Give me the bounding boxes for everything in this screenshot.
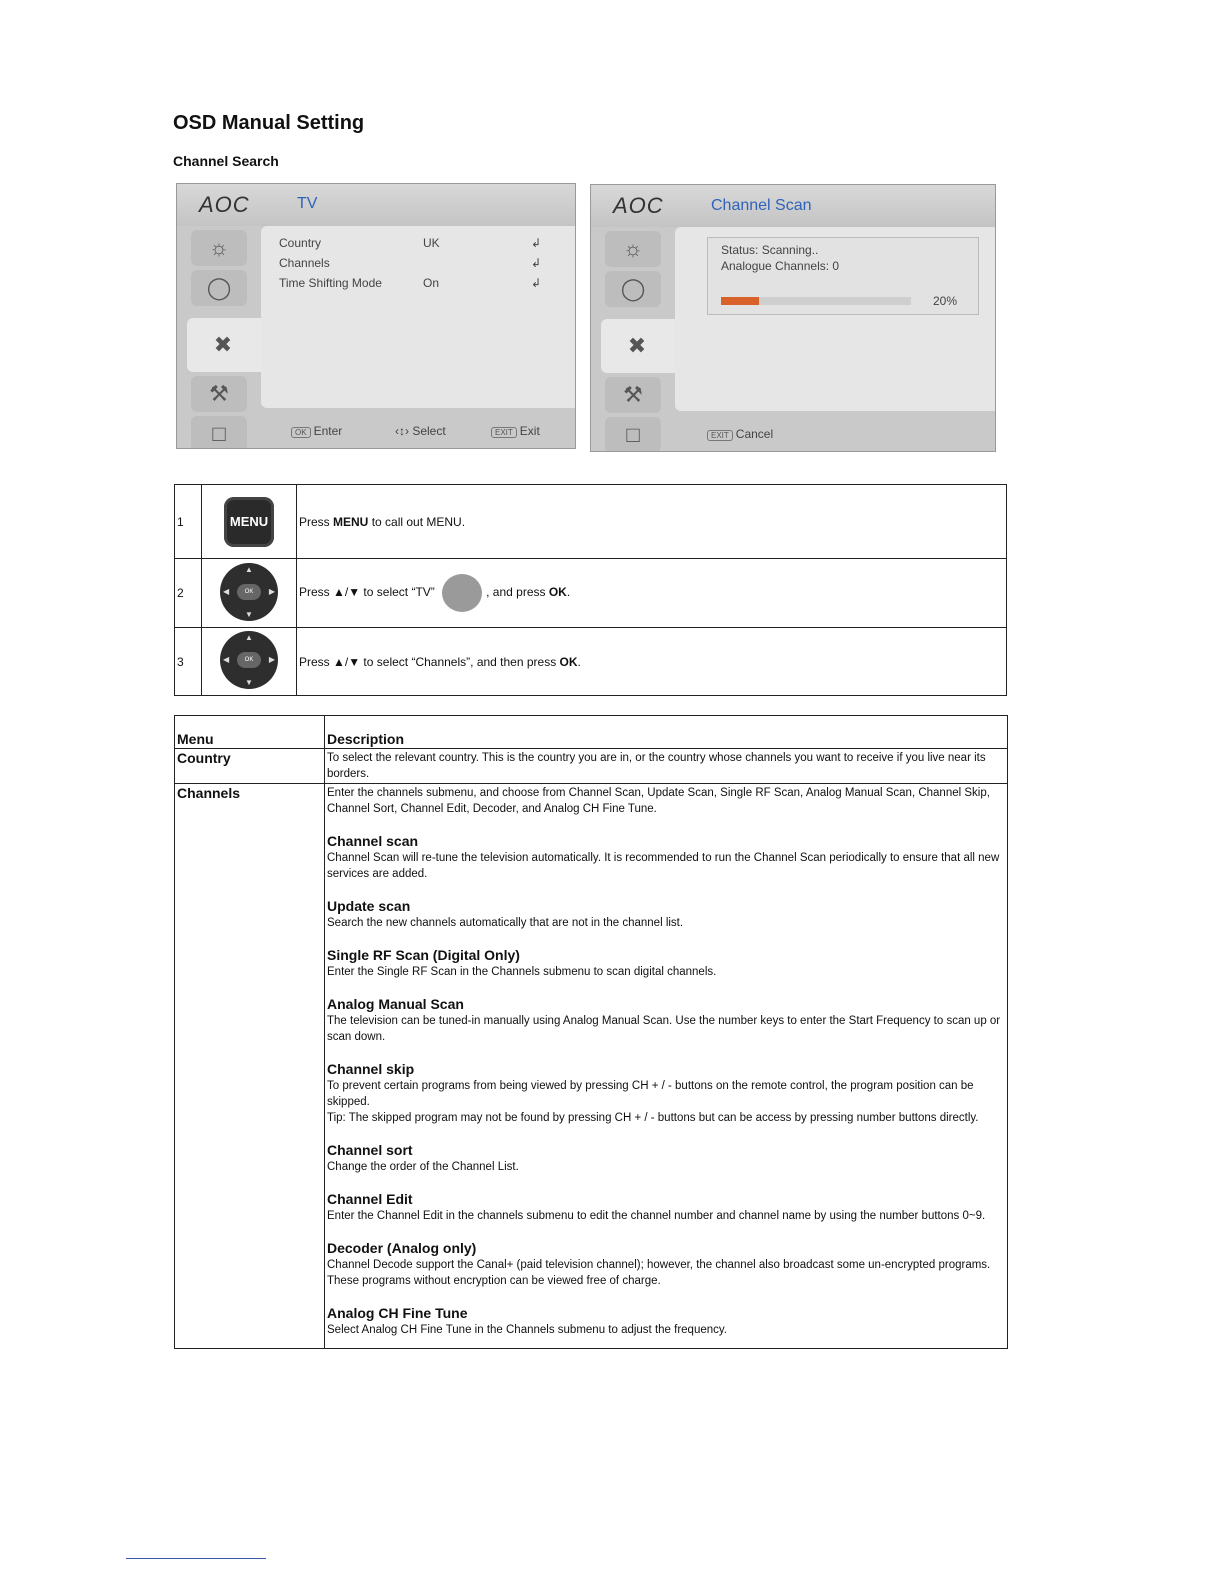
section-title: Channel Search [173,153,279,169]
item-text: The television can be tuned-in manually using Analog Manual Scan. Use the number keys to enter the Start Frequency to scan up or scan down. [327,1015,1001,1043]
scan-progress-track [721,297,911,305]
tv-icon: □ [605,417,661,452]
step-text-part: . [577,654,581,669]
osd-tv-screenshot [176,183,576,449]
satellite-icon: ✖ [195,327,251,363]
osd-value-time-shift: On [423,276,440,290]
menu-description-table [174,715,1008,1349]
footer-rule [126,1558,266,1559]
lock-icon: ◯ [191,270,247,306]
dpad-ok-label: OK [237,652,261,668]
osd-scan-screenshot [590,184,996,452]
header-description: Description [325,716,1008,749]
step-text-part: , and press [486,585,549,600]
osd-row-time-shift: Time Shifting Mode [279,276,382,290]
step-text-bold: MENU [333,514,369,529]
osd-footer-select [395,424,446,438]
step-row [175,628,1007,696]
osd-value-country: UK [423,236,440,250]
steps-table [174,484,1007,696]
desc-channels [325,784,1008,1349]
step-text-bold: OK [559,654,578,669]
step-text-part: Press [299,514,334,529]
header-menu: Menu [175,716,325,749]
osd-panel [261,226,575,408]
step-text-part: Press ▲/▼ to select “TV” [299,585,439,600]
item-title: Analog Manual Scan [327,996,464,1012]
osd-title: Channel Scan [711,197,812,214]
scan-progress-fill [721,297,759,305]
table-row [175,784,1008,1349]
step-icon-cell [202,559,297,628]
item-title: Channel Edit [327,1191,413,1207]
osd-title: TV [297,195,318,212]
item-text: Enter the Single RF Scan in the Channels submenu to scan digital channels. [327,966,717,978]
item-text: Select Analog CH Fine Tune in the Channels submenu to adjust the frequency. [327,1324,727,1336]
step-row [175,485,1007,559]
exit-key-icon: EXIT [707,430,733,441]
item-title: Update scan [327,898,411,914]
item-tip: Tip: The skipped program may not be found by pressing CH + / - buttons but can be access by pressing number buttons directly. [327,1112,979,1124]
step-text-part: to call out MENU. [368,514,466,529]
tools-icon: ⚒ [191,376,247,412]
exit-key-icon: EXIT [491,427,517,438]
picture-icon: ☼ [191,230,247,266]
aoc-logo: AOC [199,192,250,217]
step-text-part: . [566,585,571,600]
aoc-logo: AOC [613,193,664,218]
item-text: Change the order of the Channel List. [327,1161,519,1173]
dpad-icon: ▲ ▼ ◀ ▶ OK [220,631,278,689]
dpad-icon: ▲ ▼ ◀ ▶ OK [220,563,278,621]
step-number: 2 [175,559,202,628]
enter-arrow-icon: ↲ [531,276,542,290]
ok-key-icon: OK [291,427,311,438]
item-title: Channel skip [327,1061,415,1077]
item-title: Analog CH Fine Tune [327,1305,468,1321]
item-title: Channel scan [327,833,419,849]
tools-icon: ⚒ [605,377,661,413]
row-label: Country [279,236,322,250]
footer-select-label: Select [412,424,446,438]
scan-progress-text: 20% [933,294,958,308]
tv-icon: □ [191,416,247,449]
scan-status: Status: Scanning.. [721,243,819,257]
table-row [175,749,1008,784]
osd-sidebar [595,227,675,447]
item-title: Channel sort [327,1142,413,1158]
step-text [297,485,1007,559]
step-text [297,628,1007,696]
step-icon-cell [202,485,297,559]
step-icon-cell [202,628,297,696]
step-number: 3 [175,628,202,696]
item-text: Enter the Channel Edit in the channels submenu to edit the channel number and channel name by using the number buttons 0~9. [327,1210,986,1222]
channels-intro: Enter the channels submenu, and choose from Channel Scan, Update Scan, Single RF Scan, Analog Manual Scan, Channel Skip, Channel Sort, Channel Edit, Decoder, and Analog CH Fine Tune. [327,787,990,815]
lock-icon: ◯ [605,271,661,307]
item-title: Single RF Scan (Digital Only) [327,947,520,963]
step-row [175,559,1007,628]
osd-sidebar [181,226,261,446]
enter-arrow-icon: ↲ [531,236,542,250]
satellite-icon: ✖ [609,328,665,364]
page-title: OSD Manual Setting [173,112,365,134]
enter-arrow-icon: ↲ [531,256,542,270]
satellite-icon [442,574,482,612]
osd-footer-exit [491,424,540,438]
item-text: Search the new channels automatically that are not in the channel list. [327,917,684,929]
step-text-bold: OK [548,585,567,600]
select-arrows-icon: ‹↕› [395,424,413,438]
menu-channels: Channels [175,784,325,1349]
table-header-row [175,716,1008,749]
step-text [297,559,1007,628]
osd-row-channels: Channels [279,256,330,270]
menu-country: Country [175,749,325,784]
item-text: Channel Scan will re-tune the television automatically. It is recommended to run the Channel Scan periodically to ensure that all new services are added. [327,852,1000,880]
dpad-ok-label: OK [237,584,261,600]
footer-exit-label: Exit [519,424,540,438]
picture-icon: ☼ [605,231,661,267]
item-title: Decoder (Analog only) [327,1240,477,1256]
footer-enter-label: Enter [313,424,343,438]
item-text: To prevent certain programs from being viewed by pressing CH + / - buttons on the remote control, the program position can be skipped. [327,1080,974,1108]
step-text-part: Press ▲/▼ to select “Channels”, and then press [299,654,560,669]
menu-button-icon: MENU [224,497,274,547]
footer-cancel-label: Cancel [735,427,774,441]
osd-footer-cancel [707,427,773,441]
desc-country: To select the relevant country. This is the country you are in, or the country whose channels you want to receive if you live near its borders. [325,749,1008,784]
osd-footer-enter [291,424,342,438]
step-number: 1 [175,485,202,559]
osd-row-country [279,236,321,250]
item-text: Channel Decode support the Canal+ (paid television channel); however, the channel also broadcast some un-encrypted programs. These programs without encryption can be viewed free of charge. [327,1259,991,1287]
scan-analogue-count: Analogue Channels: 0 [721,259,840,273]
